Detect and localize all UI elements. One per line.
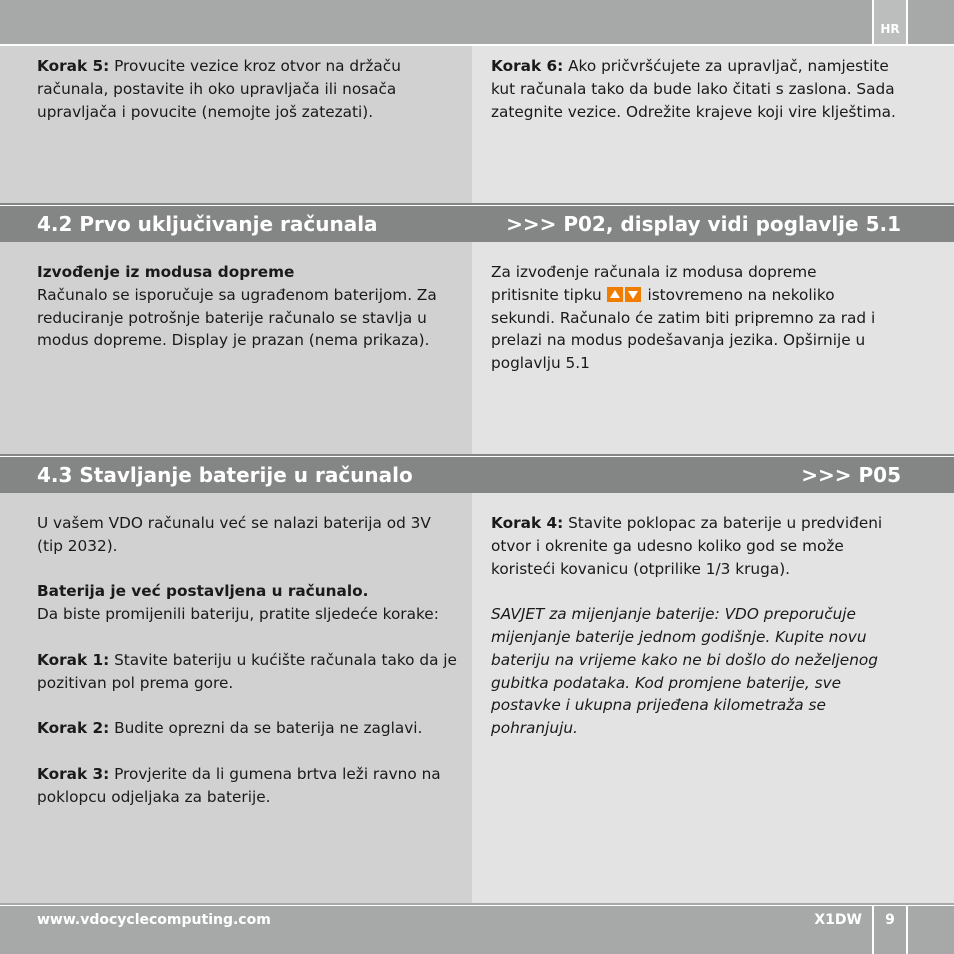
shipping-mode-heading: Izvođenje iz modusa dopreme: [37, 263, 295, 281]
step-4-text: Stavite poklopac za baterije u predviđeni otvor i okrenite ga udesno koliko god se može koristeći kovanicu (otprilike 1/3 kruga).: [491, 514, 883, 578]
step-3: [37, 763, 457, 809]
step-5: [37, 55, 457, 123]
step-2-label: Korak 2:: [37, 719, 110, 738]
page-number: 9: [885, 912, 895, 928]
step-5-text: Provucite vezice kroz otvor na držaču računala, postavite ih oko upravljača ili nosača upravljača i povucite (nemojte još zatezati).: [37, 57, 401, 121]
step-1: [37, 649, 457, 695]
footer-url: www.vdocyclecomputing.com: [37, 912, 271, 928]
section-4-2-title: 4.2 Prvo uključivanje računala: [37, 212, 378, 236]
wake-text-b: istovremeno na nekoliko sekundi. Računalo će zatim biti pripremno za rad i prelazi na modus podešavanja jezika. Opširnije u poglavlju 5.1: [491, 285, 876, 373]
step-6-label: Korak 6:: [491, 57, 564, 75]
shipping-mode-body: Računalo se isporučuje sa ugrađenom baterijom. Za reduciranje potrošnje baterije računalo se stavlja u modus dopreme. Display je prazan (nema prikaza).: [37, 285, 437, 350]
step-1-text: Stavite bateriju u kućište računala tako da je pozitivan pol prema gore.: [37, 650, 457, 692]
step-6: [491, 55, 911, 123]
step-2: [37, 717, 457, 740]
step-2-text: Budite oprezni da se baterija ne zaglavi.: [109, 719, 423, 738]
footer-rule: [0, 903, 954, 905]
step-4-label: Korak 4:: [491, 514, 564, 532]
footer-model: X1DW: [814, 912, 862, 928]
section-4-3-ref: >>> P05: [801, 463, 901, 487]
section-4-3-header: [0, 457, 954, 493]
wake-instructions: [491, 261, 886, 375]
shipping-mode-text: [37, 261, 457, 352]
battery-steps: [37, 512, 457, 808]
section-4-3-title: 4.3 Stavljanje baterije u računalo: [37, 463, 413, 487]
battery-intro: U vašem VDO računalu već se nalazi baterija od 3V (tip 2032).: [37, 514, 431, 555]
language-label: HR: [880, 22, 900, 36]
section-4-2-ref: >>> P02, display vidi poglavlje 5.1: [506, 212, 901, 236]
step-3-text: Provjerite da li gumena brtva leži ravno na poklopcu odjeljaka za baterije.: [37, 764, 441, 806]
wake-text-a: Za izvođenje računala iz modusa dopreme pritisnite tipku: [491, 263, 817, 304]
step-4: [491, 512, 911, 580]
section-4-2-header: [0, 206, 954, 242]
step-3-label: Korak 3:: [37, 764, 110, 783]
section-4-3-rule: [0, 454, 954, 456]
battery-tip: SAVJET za mijenjanje baterije: VDO preporučuje mijenjanje baterije jednom godišnje. Kupite novu bateriju na vrijeme kako ne bi došlo do neželjenog gubitka podataka. Kod promjene baterije, sve postavke i ukupna prijeđena kilometraža se pohranjuju.: [491, 605, 878, 738]
battery-heading: Baterija je već postavljena u računalo.: [37, 582, 369, 601]
arrow-up-icon: [607, 287, 623, 302]
step-6-text: Ako pričvršćujete za upravljač, namjestite kut računala tako da bude lako čitati s zaslona. Sada zategnite vezice. Odrežite krajeve koji vire klještima.: [491, 57, 896, 121]
top-bar: [0, 0, 954, 44]
step-5-label: Korak 5:: [37, 57, 110, 75]
battery-steps-right: [491, 512, 911, 740]
section-4-2-rule: [0, 203, 954, 205]
arrow-down-icon: [625, 287, 641, 302]
battery-heading-text: Da biste promijenili bateriju, pratite sljedeće korake:: [37, 605, 439, 624]
step-1-label: Korak 1:: [37, 650, 110, 669]
